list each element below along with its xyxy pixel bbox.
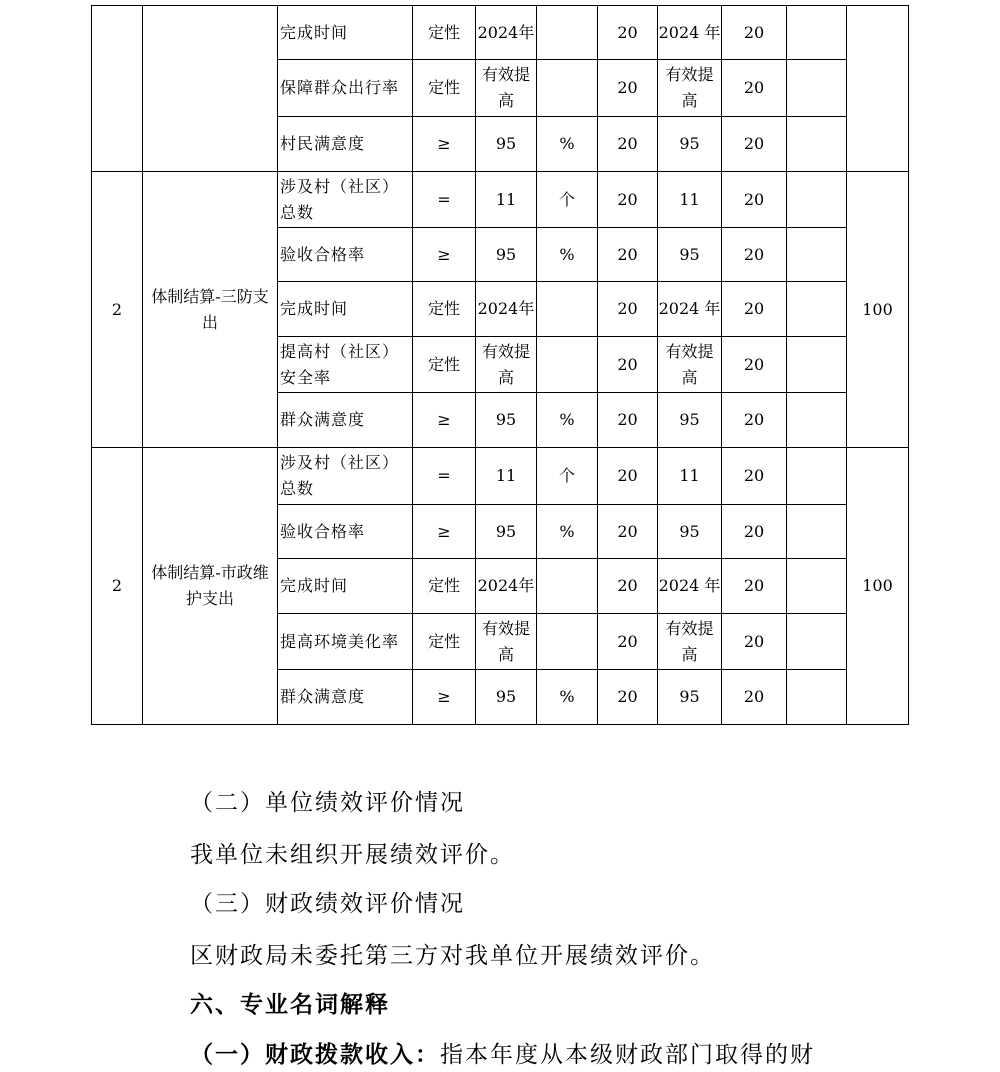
blank-cell	[787, 228, 847, 282]
unit-cell	[537, 282, 598, 337]
glossary-term: （一）财政拨款收入：	[190, 1041, 440, 1068]
blank-cell	[787, 505, 847, 559]
actual-cell: 有效提高	[658, 614, 722, 670]
performance-table	[91, 5, 909, 725]
operator-cell: =	[413, 172, 476, 228]
blank-cell	[787, 60, 847, 117]
weight-cell: 20	[598, 448, 658, 505]
weight-cell: 20	[598, 172, 658, 228]
unit-cell: 个	[537, 448, 598, 505]
actual-cell: 11	[658, 172, 722, 228]
indicator-cell: 提高村（社区）安全率	[278, 337, 413, 393]
blank-cell	[787, 614, 847, 670]
score-cell: 20	[722, 282, 787, 337]
weight-cell: 20	[598, 337, 658, 393]
unit-cell	[537, 6, 598, 60]
section-heading-fiscal-evaluation: （三）财政绩效评价情况	[190, 891, 465, 917]
operator-cell: 定性	[413, 282, 476, 337]
weight-cell: 20	[598, 614, 658, 670]
paragraph-unit-evaluation: 我单位未组织开展绩效评价。	[190, 842, 515, 868]
operator-cell: ≥	[413, 393, 476, 448]
weight-cell: 20	[598, 228, 658, 282]
score-cell: 20	[722, 670, 787, 725]
blank-cell	[787, 6, 847, 60]
paragraph-fiscal-evaluation: 区财政局未委托第三方对我单位开展绩效评价。	[190, 943, 715, 969]
chapter-heading-glossary: 六、专业名词解释	[190, 991, 390, 1018]
score-cell: 20	[722, 60, 787, 117]
target-cell: 95	[476, 393, 537, 448]
score-cell: 20	[722, 172, 787, 228]
actual-cell: 有效提高	[658, 60, 722, 117]
weight-cell: 20	[598, 505, 658, 559]
blank-cell	[787, 172, 847, 228]
operator-cell: ≥	[413, 670, 476, 725]
target-cell: 有效提高	[476, 60, 537, 117]
actual-cell: 95	[658, 117, 722, 172]
indicator-cell: 完成时间	[278, 6, 413, 60]
blank-cell	[787, 448, 847, 505]
target-cell: 2024年	[476, 282, 537, 337]
score-cell: 20	[722, 117, 787, 172]
no-cell	[92, 6, 143, 172]
indicator-cell: 群众满意度	[278, 393, 413, 448]
unit-cell	[537, 60, 598, 117]
actual-cell: 95	[658, 505, 722, 559]
unit-cell: %	[537, 393, 598, 448]
actual-cell: 2024 年	[658, 282, 722, 337]
blank-cell	[787, 393, 847, 448]
actual-cell: 2024 年	[658, 6, 722, 60]
actual-cell: 11	[658, 448, 722, 505]
actual-cell: 95	[658, 670, 722, 725]
unit-cell: %	[537, 670, 598, 725]
indicator-cell: 验收合格率	[278, 505, 413, 559]
indicator-cell: 村民满意度	[278, 117, 413, 172]
target-cell: 有效提高	[476, 337, 537, 393]
weight-cell: 20	[598, 6, 658, 60]
target-cell: 95	[476, 228, 537, 282]
target-cell: 11	[476, 172, 537, 228]
blank-cell	[787, 117, 847, 172]
indicator-cell: 涉及村（社区）总数	[278, 448, 413, 505]
weight-cell: 20	[598, 117, 658, 172]
target-cell: 95	[476, 505, 537, 559]
unit-cell: %	[537, 117, 598, 172]
weight-cell: 20	[598, 393, 658, 448]
operator-cell: 定性	[413, 60, 476, 117]
target-cell: 有效提高	[476, 614, 537, 670]
indicator-cell: 完成时间	[278, 282, 413, 337]
actual-cell: 有效提高	[658, 337, 722, 393]
score-cell: 20	[722, 6, 787, 60]
unit-cell: %	[537, 505, 598, 559]
unit-cell	[537, 559, 598, 614]
actual-cell: 95	[658, 228, 722, 282]
indicator-cell: 保障群众出行率	[278, 60, 413, 117]
indicator-cell: 完成时间	[278, 559, 413, 614]
project-cell: 体制结算-三防支出	[143, 172, 278, 448]
score-cell: 20	[722, 337, 787, 393]
operator-cell: 定性	[413, 614, 476, 670]
section-heading-unit-evaluation: （二）单位绩效评价情况	[190, 790, 465, 816]
glossary-item	[190, 1040, 815, 1070]
blank-cell	[787, 559, 847, 614]
unit-cell: %	[537, 228, 598, 282]
operator-cell: 定性	[413, 6, 476, 60]
unit-cell	[537, 614, 598, 670]
table-row	[92, 6, 909, 60]
target-cell: 95	[476, 117, 537, 172]
table-row	[92, 448, 909, 505]
operator-cell: =	[413, 448, 476, 505]
target-cell: 95	[476, 670, 537, 725]
weight-cell: 20	[598, 670, 658, 725]
weight-cell: 20	[598, 60, 658, 117]
operator-cell: 定性	[413, 559, 476, 614]
table-row	[92, 172, 909, 228]
total-cell: 100	[847, 172, 909, 448]
indicator-cell: 群众满意度	[278, 670, 413, 725]
target-cell: 11	[476, 448, 537, 505]
operator-cell: 定性	[413, 337, 476, 393]
score-cell: 20	[722, 393, 787, 448]
blank-cell	[787, 282, 847, 337]
score-cell: 20	[722, 505, 787, 559]
blank-cell	[787, 337, 847, 393]
project-cell	[143, 6, 278, 172]
target-cell: 2024年	[476, 6, 537, 60]
no-cell: 2	[92, 172, 143, 448]
score-cell: 20	[722, 614, 787, 670]
weight-cell: 20	[598, 559, 658, 614]
indicator-cell: 涉及村（社区）总数	[278, 172, 413, 228]
operator-cell: ≥	[413, 117, 476, 172]
glossary-definition: 指本年度从本级财政部门取得的财	[440, 1042, 815, 1068]
score-cell: 20	[722, 228, 787, 282]
indicator-cell: 提高环境美化率	[278, 614, 413, 670]
target-cell: 2024年	[476, 559, 537, 614]
weight-cell: 20	[598, 282, 658, 337]
operator-cell: ≥	[413, 228, 476, 282]
score-cell: 20	[722, 559, 787, 614]
operator-cell: ≥	[413, 505, 476, 559]
indicator-cell: 验收合格率	[278, 228, 413, 282]
blank-cell	[787, 670, 847, 725]
project-cell: 体制结算-市政维护支出	[143, 448, 278, 725]
total-cell: 100	[847, 448, 909, 725]
no-cell: 2	[92, 448, 143, 725]
score-cell: 20	[722, 448, 787, 505]
total-cell	[847, 6, 909, 172]
unit-cell	[537, 337, 598, 393]
unit-cell: 个	[537, 172, 598, 228]
actual-cell: 95	[658, 393, 722, 448]
actual-cell: 2024 年	[658, 559, 722, 614]
